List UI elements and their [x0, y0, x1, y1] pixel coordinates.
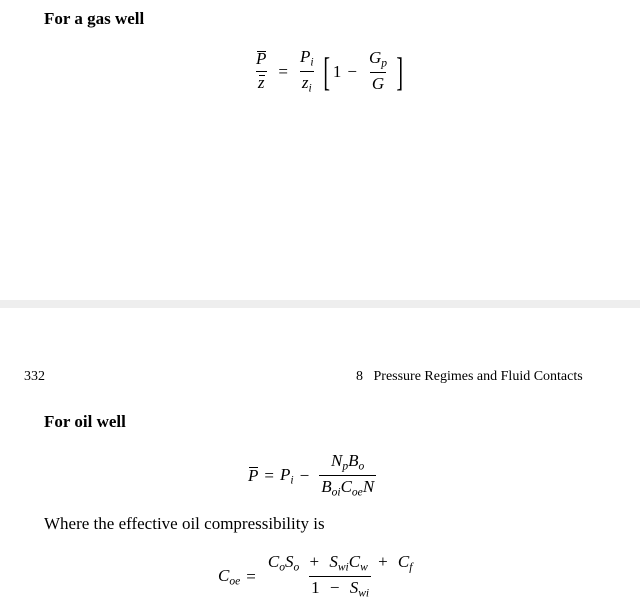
compressibility-fraction: $\frac{C_oS_o + S_{wi}C_w + C_f}{1 - S_{wi}}$: [267, 552, 413, 600]
lower-page: [0, 308, 640, 604]
gas-well-equation: $\frac{P}{z}$ = $\frac{P_i}{z_i}$ [ 1 − $\frac{G_p}{G}$ ]: [256, 47, 404, 95]
gas-well-heading: For a gas well: [44, 9, 145, 28]
compressibility-intro: Where the effective oil compressibility is: [44, 514, 325, 533]
page-separator: [0, 300, 640, 308]
upper-page: [0, 0, 640, 300]
oil-production-fraction: $\frac{N_pB_o}{B_{oi}C_{oe}N}$: [321, 451, 375, 499]
effective-compressibility-equation: $C_{oe}$ = $\frac{C_oS_o + S_{wi}C_w + C_f}{1 - S_{wi}}$: [218, 552, 413, 600]
p-over-z-fraction: $\frac{P}{z}$: [256, 49, 267, 93]
oil-well-equation: P = $P_i$ − $\frac{N_pB_o}{B_{oi}C_{oe}N}$: [248, 451, 375, 499]
page-number: 332: [24, 369, 45, 384]
oil-well-heading: For oil well: [44, 412, 126, 431]
gp-over-g-fraction: $\frac{G_p}{G}$: [369, 48, 388, 94]
pi-over-zi-fraction: $\frac{P_i}{z_i}$: [299, 47, 314, 95]
chapter-running-header: 8 Pressure Regimes and Fluid Contacts: [356, 369, 583, 384]
